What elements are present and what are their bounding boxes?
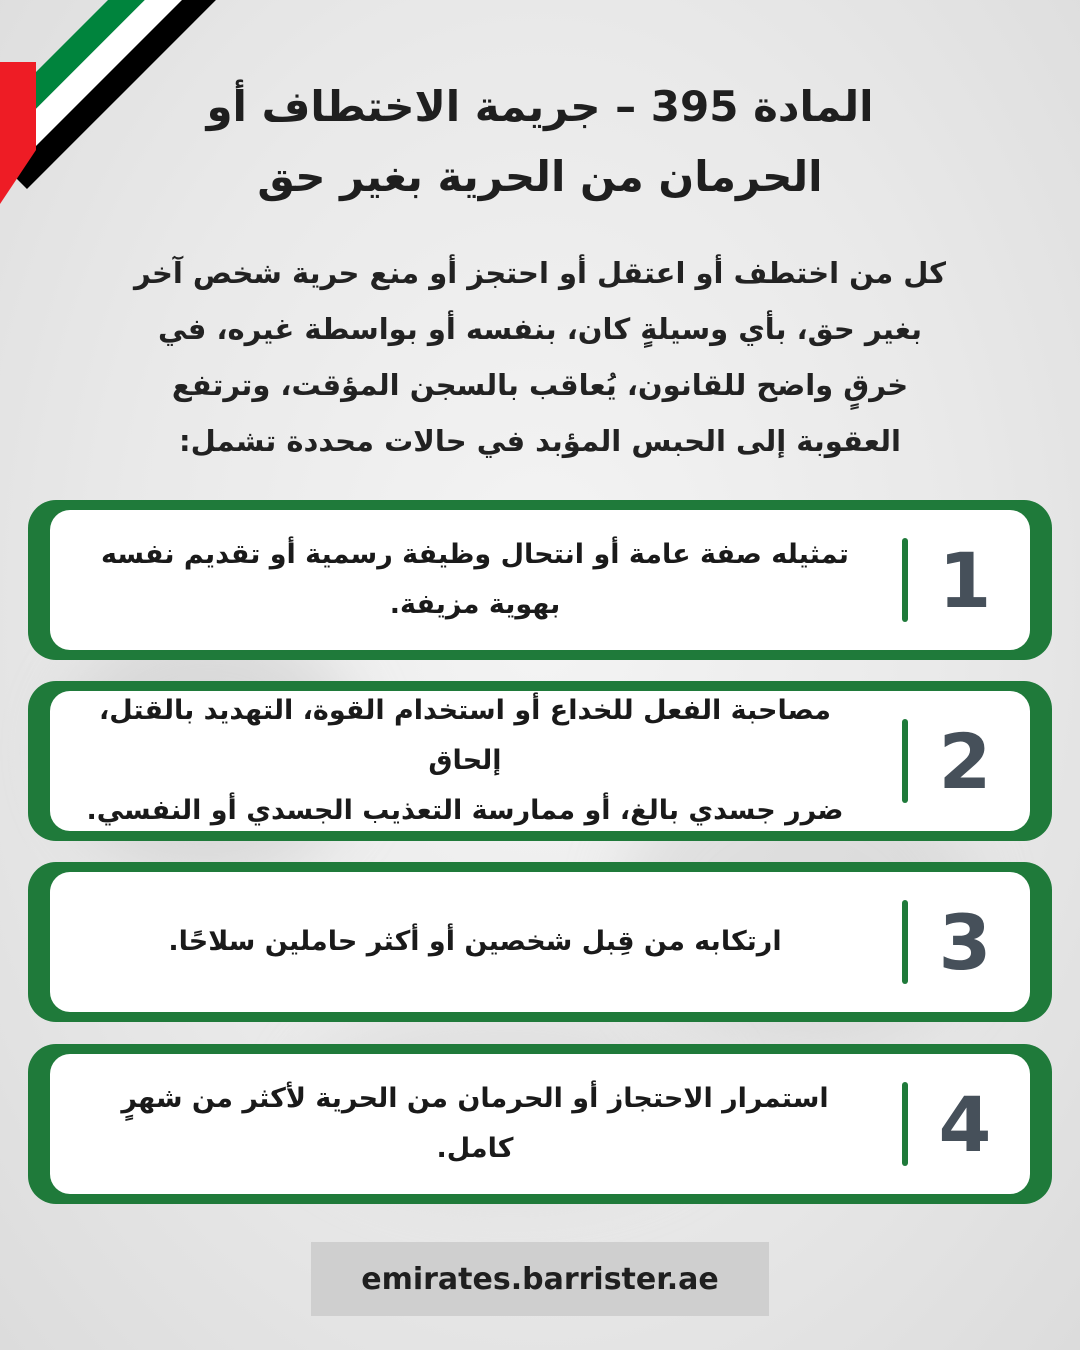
- card-divider: [902, 538, 908, 622]
- card-inner: [50, 872, 1030, 1012]
- card-text: [70, 691, 860, 831]
- intro-line-4: العقوبة إلى الحبس المؤبد في حالات محددة تشمل:: [178, 424, 901, 458]
- intro-paragraph: [105, 245, 975, 469]
- card-text-line-2: بهوية مزيفة.: [389, 589, 561, 620]
- card-divider: [902, 1082, 908, 1166]
- card-text-line-1: تمثيله صفة عامة أو انتحال وظيفة رسمية أو تقديم نفسه: [101, 539, 849, 570]
- intro-line-2: بغير حق، بأي وسيلةٍ كان، بنفسه أو بواسطة غيره، في: [158, 312, 922, 346]
- condition-card-1: [28, 500, 1052, 660]
- condition-card-3: [28, 862, 1052, 1022]
- card-text-line-1: استمرار الاحتجاز أو الحرمان من الحرية لأكثر من شهرٍ كامل.: [121, 1083, 829, 1164]
- card-inner: [50, 691, 1030, 831]
- condition-card-4: [28, 1044, 1052, 1204]
- intro-line-1: كل من اختطف أو اعتقل أو احتجز أو منع حرية شخص آخر: [133, 256, 947, 290]
- card-number: 3: [938, 897, 992, 987]
- card-text-line-2: ضرر جسدي بالغ، أو ممارسة التعذيب الجسدي أو النفسي.: [86, 795, 844, 826]
- card-inner: [50, 1054, 1030, 1194]
- page-title: [150, 72, 930, 212]
- title-line-1: المادة 395 – جريمة الاختطاف أو: [206, 82, 874, 131]
- card-text: [90, 872, 860, 1012]
- card-text: [90, 510, 860, 650]
- card-number: 4: [938, 1079, 992, 1169]
- intro-line-3: خرقٍ واضح للقانون، يُعاقب بالسجن المؤقت، وترتفع: [171, 368, 909, 402]
- website-footer[interactable]: emirates.barrister.ae: [311, 1242, 769, 1316]
- title-line-2: الحرمان من الحرية بغير حق: [257, 152, 823, 201]
- card-text-line-1: ارتكابه من قِبل شخصين أو أكثر حاملين سلاحًا.: [168, 926, 782, 957]
- card-inner: [50, 510, 1030, 650]
- card-text-line-1: مصاحبة الفعل للخداع أو استخدام القوة، التهديد بالقتل، إلحاق: [99, 695, 831, 776]
- card-divider: [902, 900, 908, 984]
- card-text: [90, 1054, 860, 1194]
- condition-card-2: [28, 681, 1052, 841]
- card-divider: [902, 719, 908, 803]
- card-number: 1: [938, 535, 992, 625]
- card-number: 2: [938, 716, 992, 806]
